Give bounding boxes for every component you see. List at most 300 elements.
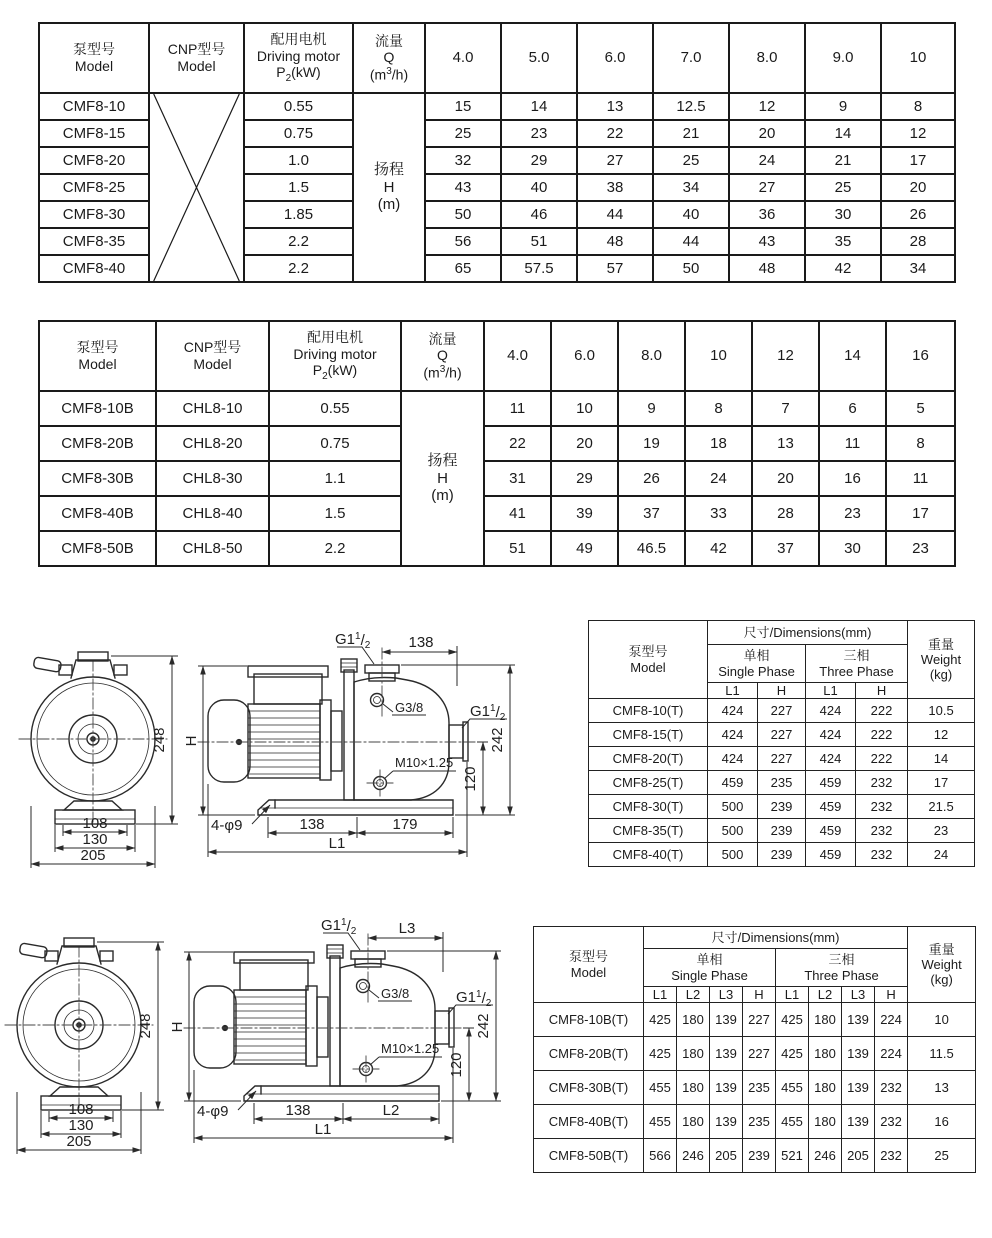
flow-col: 6.0 [577,23,653,93]
dim-value: 455 [644,1105,677,1139]
head-value: 51 [501,228,577,255]
head-value: 42 [685,531,752,566]
flow-header [353,23,425,93]
three-phase-header [806,645,908,683]
pump-model: CMF8-35(T) [589,819,708,843]
flow-header-zh: 流量 [375,32,403,49]
head-value: 8 [685,391,752,426]
dim-value: 455 [644,1071,677,1105]
support-column [330,956,340,1086]
dim-value: 425 [644,1037,677,1071]
dim-value: 459 [806,795,856,819]
head-value: 25 [425,120,501,147]
head-value: 26 [881,201,955,228]
head-value: 9 [618,391,685,426]
weight-value: 16 [908,1105,976,1139]
header-row [39,23,955,93]
weight-header-zh: 重量 [928,941,955,957]
motor-power: 0.75 [269,426,401,461]
dim-value: 139 [842,1003,875,1037]
weight-header-en: Weight [921,957,962,972]
head-value: 33 [685,496,752,531]
dim-value: 424 [806,747,856,771]
single-phase-en: Single Phase [671,967,748,983]
head-value: 20 [551,426,618,461]
model-header-zh: 泵型号 [73,41,115,58]
dim-value: 425 [644,1003,677,1037]
inlet-thread-label: $G1^1/_2$ [335,631,371,651]
dim-value: 455 [776,1071,809,1105]
head-value: 19 [618,426,685,461]
dimension-table-cmf8 [588,620,975,867]
pump-volute [354,678,449,801]
head-value: 14 [501,93,577,120]
model-header [534,927,644,1003]
motor-power: 1.1 [269,461,401,496]
outlet-port [449,725,463,758]
dim-value: 424 [806,699,856,723]
flow-header [401,321,484,391]
weight-value: 10.5 [908,699,975,723]
dim-value: 139 [842,1037,875,1071]
head-value: 28 [752,496,819,531]
head-value: 50 [653,255,729,282]
weight-header [908,927,976,1003]
header-row [39,321,955,391]
dim-value: 180 [677,1003,710,1037]
dim-value: 180 [677,1037,710,1071]
model-header-zh: 泵型号 [76,339,119,356]
head-value: 48 [729,255,805,282]
dim-value: 232 [856,771,908,795]
flow-col: 4.0 [425,23,501,93]
sub-col: L3 [710,987,743,1003]
cnp-model: CHL8-50 [156,531,269,566]
dim-value: 246 [677,1139,710,1173]
dim-value: 139 [710,1037,743,1071]
head-value: 37 [618,496,685,531]
weight-value: 23 [908,819,975,843]
front-view-dimensions [31,656,178,868]
flow-col: 5.0 [501,23,577,93]
head-value: 11 [484,391,551,426]
dimension-table-cmf8b [533,926,976,1173]
head-value: 50 [425,201,501,228]
motor-fan-cover [194,986,236,1068]
head-value: 12 [881,120,955,147]
head-value: 7 [752,391,819,426]
dim-total-label: L1 [314,1121,332,1138]
dim-value: 232 [875,1071,908,1105]
dimension-row [589,699,975,723]
terminal-box-lid [234,952,314,963]
dim-value: 500 [708,819,758,843]
inlet-thread-label: $G1^1/_2$ [321,917,357,937]
weight-value: 24 [908,843,975,867]
single-phase-zh: 单相 [696,952,723,968]
dimension-row [534,1003,976,1037]
dim-bottom1-label: 138 [299,816,325,833]
three-phase-zh: 三相 [843,648,870,664]
dim-248-label: 248 [137,1013,154,1039]
sub-col: H [743,987,776,1003]
head-value: 17 [881,147,955,174]
head-value: 5 [886,391,955,426]
sub-col: L1 [806,683,856,699]
dim-value: 235 [758,771,806,795]
cnp-header-zh: CNP型号 [183,339,242,356]
pump-model: CMF8-20B [39,426,156,461]
dim-value: 235 [743,1071,776,1105]
dim-value: 239 [743,1139,776,1173]
pump-model: CMF8-50B [39,531,156,566]
dim-value: 180 [809,1071,842,1105]
dim-bottom1-label: 138 [285,1102,311,1119]
dim-value: 224 [875,1037,908,1071]
model-header-en: Model [78,356,117,372]
sub-col: H [856,683,908,699]
head-value: 65 [425,255,501,282]
head-value: 16 [819,461,886,496]
pump-model: CMF8-20 [39,147,149,174]
head-value: 57.5 [501,255,577,282]
dim-value: 246 [809,1139,842,1173]
motor-header-en: Driving motor [293,345,377,362]
sub-col: H [875,987,908,1003]
dimensions-title: 尺寸/Dimensions(mm) [644,927,908,949]
handle [19,943,47,959]
head-value: 51 [484,531,551,566]
weight-header-unit: (kg) [929,667,953,683]
flow-header-unit: $(m^3/h)$ [369,65,409,83]
dim-h-label: H [169,1021,186,1033]
dim-value: 205 [710,1139,743,1173]
technical-drawing-cmf8 [15,612,535,892]
dim-value: 180 [677,1071,710,1105]
dim-value: 227 [743,1003,776,1037]
drain-thread-label: M10×1.25 [395,755,454,770]
motor-power: 0.55 [269,391,401,426]
dimensions-title: 尺寸/Dimensions(mm) [708,621,908,645]
flow-col: 4.0 [484,321,551,391]
mounting-foot [244,1086,439,1101]
cnp-header-en: Model [177,58,216,74]
head-value: 40 [653,201,729,228]
dimension-row [534,1105,976,1139]
dim-value: 239 [758,795,806,819]
pump-model: CMF8-10B(T) [534,1003,644,1037]
dim-h-label: H [183,735,200,747]
flow-col: 8.0 [729,23,805,93]
flow-col: 10 [685,321,752,391]
pump-model: CMF8-40(T) [589,843,708,867]
flow-col: 8.0 [618,321,685,391]
pump-row [39,391,955,426]
weight-value: 14 [908,747,975,771]
dim-130-label: 130 [82,831,108,848]
head-value: 20 [881,174,955,201]
head-value: 23 [819,496,886,531]
front-view-dimensions [17,942,164,1154]
dim-242-label: 242 [489,727,506,753]
head-value: 39 [551,496,618,531]
model-header [39,23,149,93]
cnp-header [149,23,244,93]
cnp-model: CHL8-20 [156,426,269,461]
head-value: 8 [886,426,955,461]
sub-col: H [758,683,806,699]
pump-model: CMF8-35 [39,228,149,255]
dim-value: 424 [708,723,758,747]
dim-value: 424 [708,747,758,771]
head-value: 34 [653,174,729,201]
dim-bottom2-label: L2 [382,1102,400,1119]
three-phase-en: Three Phase [804,967,879,983]
pump-row [39,426,955,461]
head-value: 27 [729,174,805,201]
head-value: 46 [501,201,577,228]
sub-col: L1 [708,683,758,699]
head-value: 37 [752,531,819,566]
dim-value: 459 [806,843,856,867]
dim-value: 227 [758,747,806,771]
sub-col: L2 [809,987,842,1003]
dim-value: 222 [856,723,908,747]
flow-col: 16 [886,321,955,391]
single-phase-header [708,645,806,683]
head-value: 23 [886,531,955,566]
head-value: 56 [425,228,501,255]
model-header [589,621,708,699]
dim-value: 224 [875,1003,908,1037]
front-view [5,938,153,1110]
dim-value: 139 [710,1003,743,1037]
head-value: 21 [653,120,729,147]
dim-value: 424 [806,723,856,747]
head-value: 44 [653,228,729,255]
flow-col: 12 [752,321,819,391]
pump-model: CMF8-10B [39,391,156,426]
dim-value: 425 [776,1003,809,1037]
dim-value: 227 [758,723,806,747]
motor-header-zh: 配用电机 [307,329,363,346]
head-unit-sym: H [437,469,448,487]
dim-value: 500 [708,843,758,867]
single-phase-header [644,949,776,987]
head-unit-unit: (m) [377,196,401,214]
dim-108-label: 108 [68,1101,94,1118]
dim-120-label: 120 [462,766,479,792]
dim-value: 180 [809,1037,842,1071]
dim-value: 139 [710,1105,743,1139]
head-value: 46.5 [618,531,685,566]
motor-header [244,23,353,93]
head-value: 13 [752,426,819,461]
model-header-zh: 泵型号 [628,644,668,660]
dim-120-label: 120 [448,1052,465,1078]
pump-model: CMF8-15 [39,120,149,147]
head-value: 35 [805,228,881,255]
single-phase-en: Single Phase [718,663,795,679]
side-view [198,648,477,815]
weight-value: 12 [908,723,975,747]
sub-col: L1 [776,987,809,1003]
motor-header-power: $P_2(kW)$ [312,362,358,383]
dim-205-label: 205 [80,847,106,864]
head-value: 14 [805,120,881,147]
pump-row [39,531,955,566]
dim-value: 232 [875,1139,908,1173]
dimension-row [589,795,975,819]
motor-header-zh: 配用电机 [270,31,327,48]
head-value: 26 [618,461,685,496]
dim-value: 227 [758,699,806,723]
pump-model: CMF8-20B(T) [534,1037,644,1071]
flow-col: 7.0 [653,23,729,93]
terminal-box-lid [248,666,328,677]
pump-model: CMF8-30B [39,461,156,496]
pump-model: CMF8-25 [39,174,149,201]
pump-row [39,93,955,120]
head-value: 38 [577,174,653,201]
pump-model: CMF8-30B(T) [534,1071,644,1105]
dim-value: 566 [644,1139,677,1173]
cnp-header-zh: CNP型号 [167,41,226,58]
three-phase-zh: 三相 [828,952,855,968]
motor-power: 1.0 [244,147,353,174]
head-unit-sym: H [383,178,395,196]
weight-header [908,621,975,699]
pump-model: CMF8-25(T) [589,771,708,795]
sub-col: L2 [677,987,710,1003]
header-row-dims [534,927,976,949]
dim-value: 239 [758,843,806,867]
weight-value: 17 [908,771,975,795]
dim-value: 239 [758,819,806,843]
pump-model: CMF8-40B [39,496,156,531]
motor-power: 1.85 [244,201,353,228]
motor-header [269,321,401,391]
pump-model: CMF8-15(T) [589,723,708,747]
flow-col: 9.0 [805,23,881,93]
dim-248-label: 248 [151,727,168,753]
dim-value: 232 [875,1105,908,1139]
pump-volute [340,964,435,1087]
motor-header-en: Driving motor [256,47,341,64]
weight-header-zh: 重量 [928,636,955,652]
pump-model: CMF8-40 [39,255,149,282]
sub-col: L1 [644,987,677,1003]
dim-value: 139 [842,1071,875,1105]
head-value: 29 [551,461,618,496]
head-value: 17 [886,496,955,531]
pump-model: CMF8-40B(T) [534,1105,644,1139]
cross-out-x [150,94,243,281]
dim-value: 222 [856,747,908,771]
head-unit-zh: 扬程 [427,451,458,469]
dim-top-label: L3 [398,920,416,937]
motor-power: 1.5 [269,496,401,531]
weight-value: 13 [908,1071,976,1105]
mounting-foot [258,800,453,815]
dim-value: 232 [856,819,908,843]
head-unit-zh: 扬程 [373,160,404,178]
head-value: 25 [653,147,729,174]
technical-drawing-cmf8b [1,898,521,1190]
three-phase-header [776,949,908,987]
pump-model: CMF8-30(T) [589,795,708,819]
dim-value: 205 [842,1139,875,1173]
weight-header-unit: (kg) [930,972,953,988]
pump-model: CMF8-10(T) [589,699,708,723]
head-value: 20 [752,461,819,496]
head-value: 30 [805,201,881,228]
dim-value: 459 [708,771,758,795]
pump-model: CMF8-10 [39,93,149,120]
three-phase-en: Three Phase [819,663,894,679]
dim-value: 521 [776,1139,809,1173]
pump-model: CMF8-30 [39,201,149,228]
performance-table-cmf8b [38,320,956,567]
head-value: 18 [685,426,752,461]
motor-power: 1.5 [244,174,353,201]
cnp-header-en: Model [193,356,232,372]
dimension-row [589,747,975,771]
head-value: 28 [881,228,955,255]
weight-header-en: Weight [920,652,962,667]
head-value: 15 [425,93,501,120]
head-value: 30 [819,531,886,566]
mounting-holes-label: 4-φ9 [211,817,243,834]
cnp-crossed-out-cell [149,93,244,282]
cnp-header [156,321,269,391]
dim-total-label: L1 [328,835,346,852]
head-value: 11 [819,426,886,461]
flow-header-unit: $(m^3/h)$ [423,363,462,381]
side-view-dimensions [169,917,501,1143]
head-value: 31 [484,461,551,496]
side-view [184,934,463,1101]
dim-value: 232 [856,795,908,819]
dim-value: 180 [809,1105,842,1139]
dim-value: 455 [776,1105,809,1139]
dim-value: 227 [743,1037,776,1071]
sub-col: L3 [842,987,875,1003]
head-value: 41 [484,496,551,531]
head-value: 27 [577,147,653,174]
flow-header-q: Q [383,49,395,66]
head-value: 44 [577,201,653,228]
head-value: 25 [805,174,881,201]
head-value: 32 [425,147,501,174]
flow-header-q: Q [437,347,448,364]
dim-value: 180 [809,1003,842,1037]
dimension-row [534,1071,976,1105]
head-value: 24 [729,147,805,174]
outlet-thread-label: $G1^1/_2$ [470,703,506,723]
dim-value: 180 [677,1105,710,1139]
dim-value: 459 [806,771,856,795]
head-value: 57 [577,255,653,282]
dim-value: 424 [708,699,758,723]
flow-col: 10 [881,23,955,93]
dim-bottom2-label: 179 [392,816,418,833]
support-column [344,670,354,800]
model-header-en: Model [570,964,607,980]
head-value: 10 [551,391,618,426]
head-value: 23 [501,120,577,147]
head-unit-unit: (m) [431,487,454,505]
